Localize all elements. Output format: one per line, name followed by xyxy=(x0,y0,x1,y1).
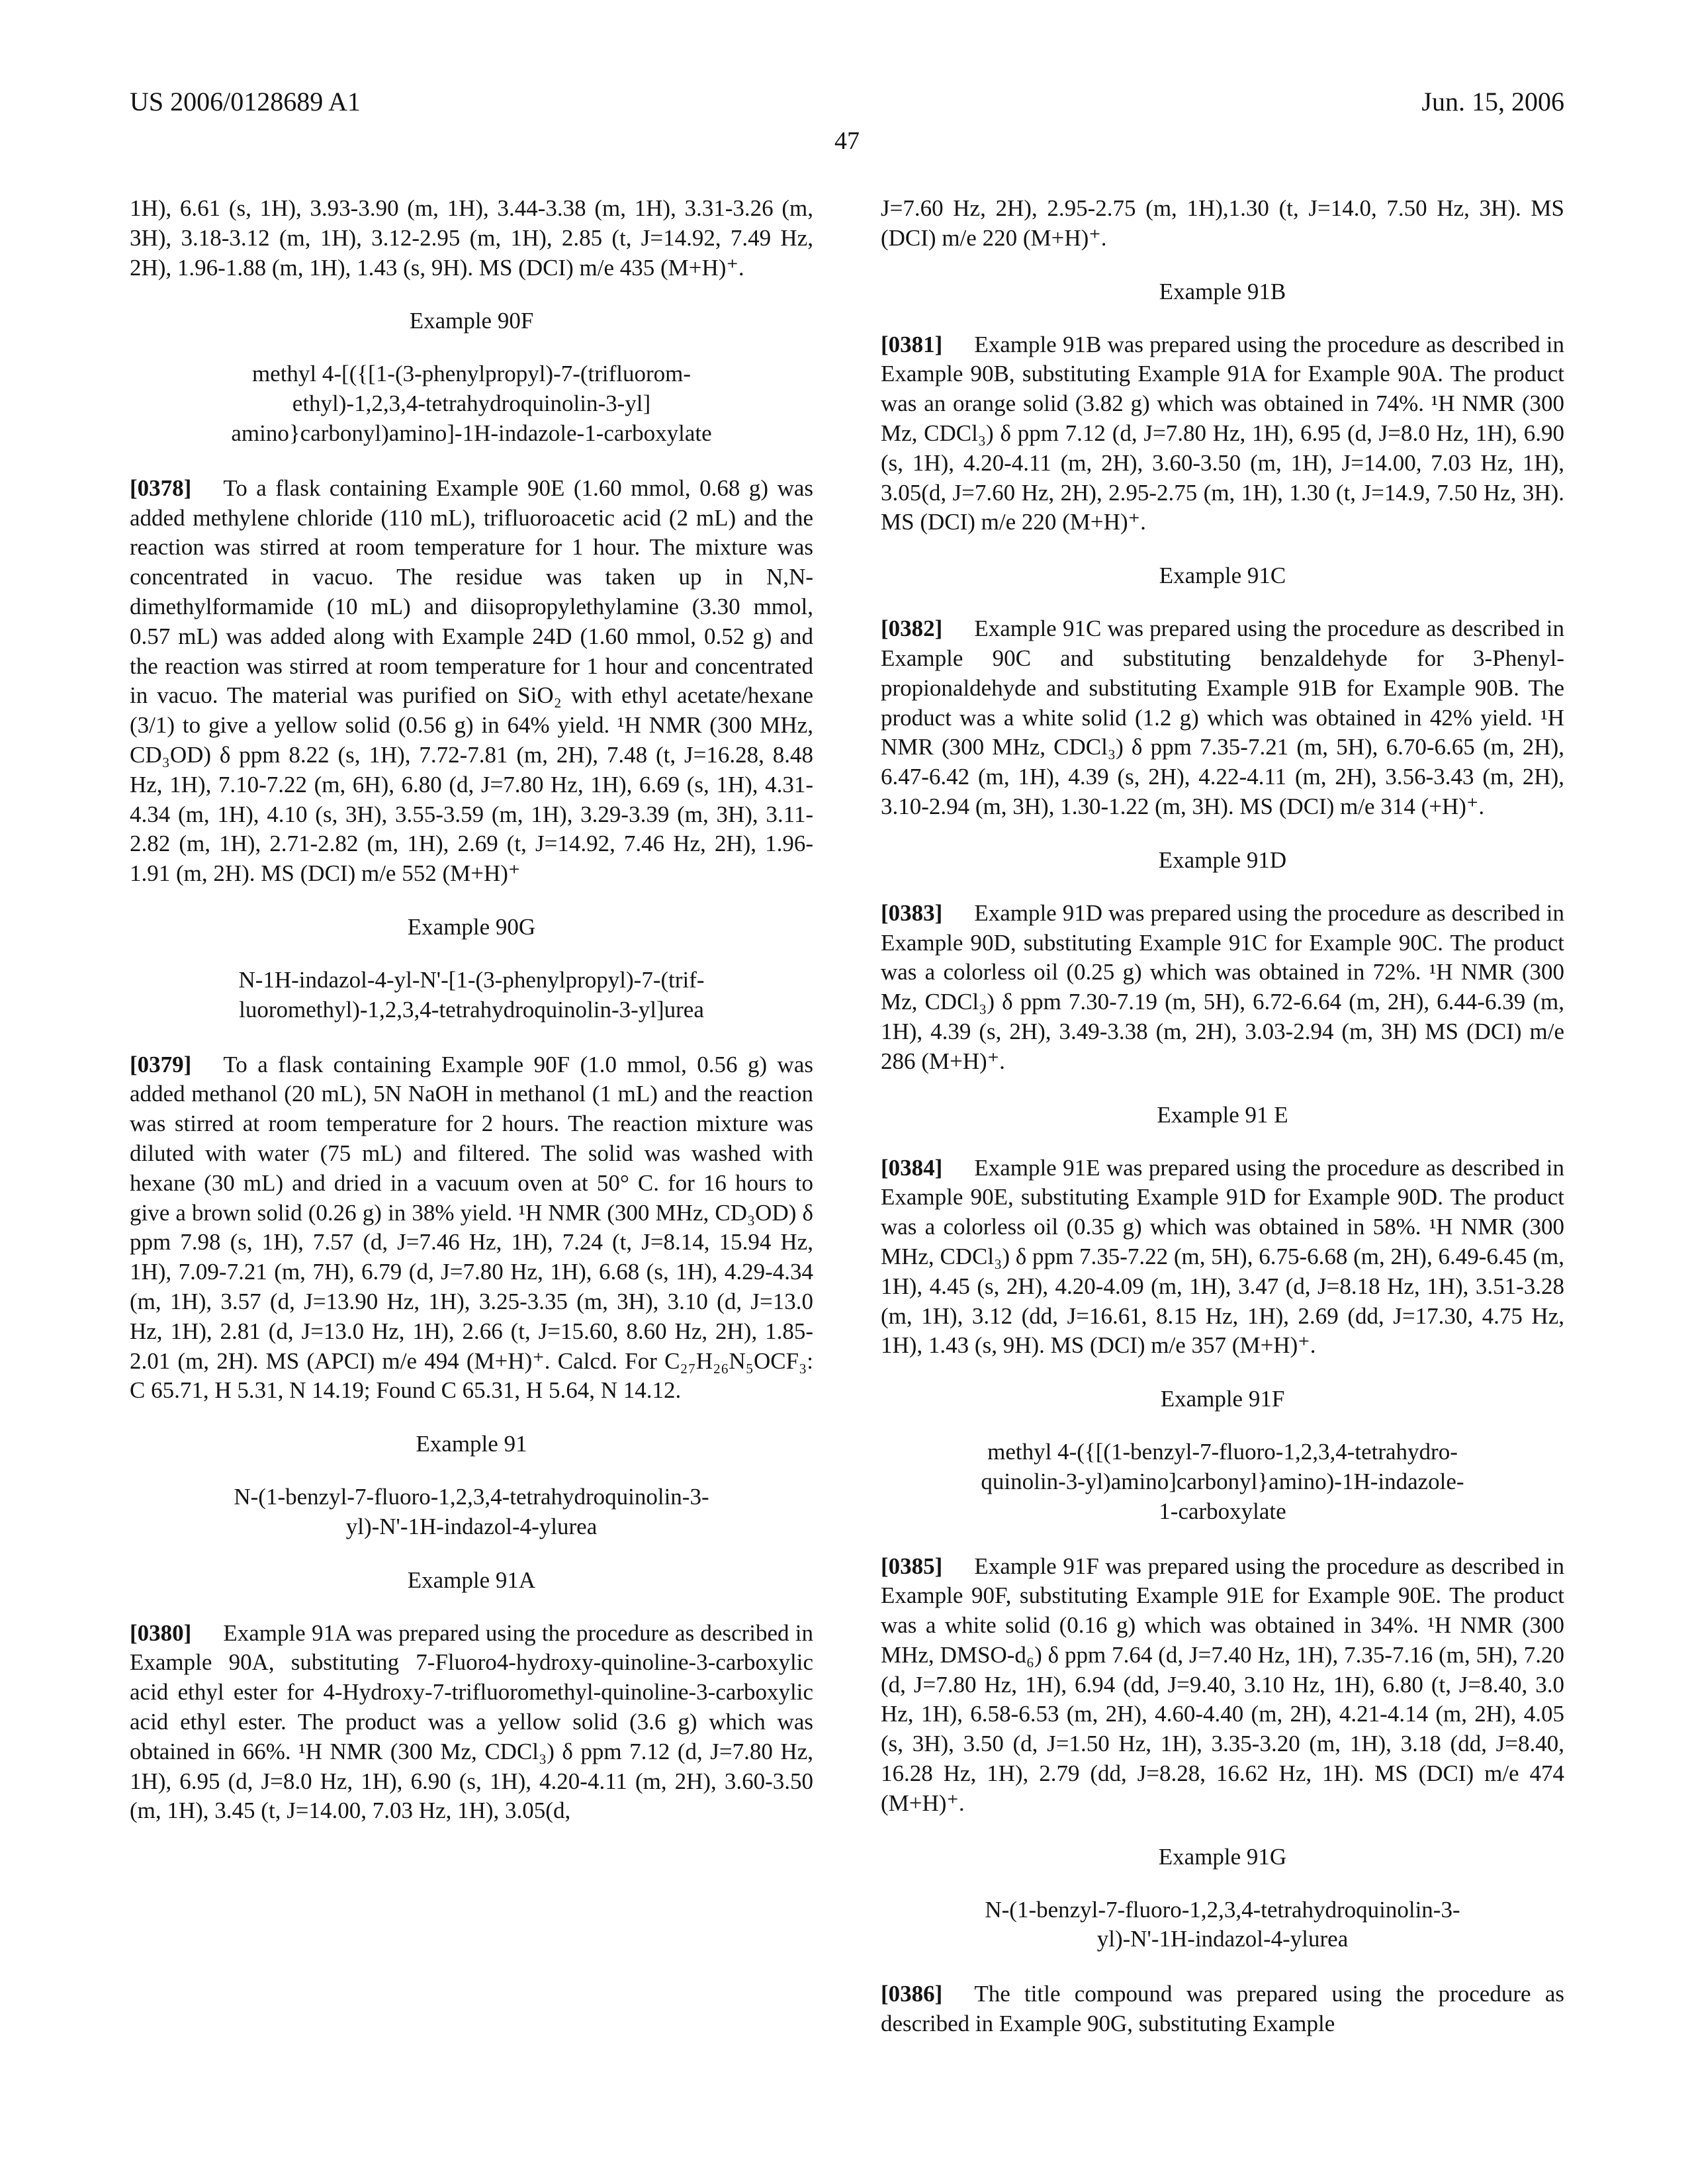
paragraph-text: Example 91A was prepared using the procedure as described in Example 90A, substituting 7-Fluoro4-hydroxy-quinoline-3-carboxylic acid ethyl ester for 4-Hydroxy-7-trifluoromethyl-quinoline-3-carboxylic acid ethyl ester. The product was a yellow solid (3.6 g) which was obtained in 66%. ¹H NMR (300 Mz, CDCl₃) δ ppm 7.12 (d, J=7.80 Hz, 1H), 6.95 (d, J=8.0 Hz, 1H), 6.90 (s, 1H), 4.20-4.11 (m, 2H), 3.60-3.50 (m, 1H), 3.45 (t, J=14.00, 7.03 Hz, 1H), 3.05(d, xyxy=(130,1619,813,1824)
paragraph-text: Example 91F was prepared using the procedure as described in Example 90F, substituting Example 91E for Example 90E. The product was a white solid (0.16 g) which was obtained in 34%. ¹H NMR (300 MHz, DMSO-d₆) δ ppm 7.64 (d, J=7.40 Hz, 1H), 7.35-7.16 (m, 5H), 7.20 (d, J=7.80 Hz, 1H), 6.94 (dd, J=9.40, 3.10 Hz, 1H), 6.80 (t, J=8.40, 3.0 Hz, 1H), 6.58-6.53 (m, 2H), 4.60-4.40 (m, 2H), 4.21-4.14 (m, 2H), 4.05 (s, 3H), 3.50 (d, J=1.50 Hz, 1H), 3.35-3.20 (m, 1H), 3.18 (dd, J=8.40, 16.28 Hz, 1H), 2.79 (dd, J=8.28, 16.62 Hz, 1H). MS (DCI) m/e 474 (M+H)⁺. xyxy=(881,1553,1564,1816)
paragraph-0381 xyxy=(881,330,1564,538)
paragraph-0384 xyxy=(881,1154,1564,1361)
document-body xyxy=(130,194,1564,2039)
heading-example-91d: Example 91D xyxy=(1158,846,1287,873)
heading-example-91g: Example 91G xyxy=(1158,1843,1287,1870)
patent-number: US 2006/0128689 A1 xyxy=(130,87,361,116)
paragraph-0383 xyxy=(881,899,1564,1077)
paragraph-0380 xyxy=(130,1619,813,1827)
right-column xyxy=(881,194,1564,2039)
compound-name-91: N-(1-benzyl-7-fluoro-1,2,3,4-tetrahydroquinolin-3- yl)-N'-1H-indazol-4-ylurea xyxy=(234,1484,709,1539)
paragraph-tag: [0382] xyxy=(881,615,943,642)
paragraph-tag: [0379] xyxy=(130,1051,192,1077)
page-number: 47 xyxy=(834,127,860,155)
paragraph-text: The title compound was prepared using the procedure as described in Example 90G, substituting Example xyxy=(881,1981,1564,2037)
heading-example-90g: Example 90G xyxy=(407,913,536,940)
compound-name-91f: methyl 4-({[(1-benzyl-7-fluoro-1,2,3,4-tetrahydro- quinolin-3-yl)amino]carbonyl}amino)-1H-indazole- 1-carboxylate xyxy=(981,1439,1464,1524)
heading-example-91f: Example 91F xyxy=(1160,1386,1285,1412)
compound-name-90g: N-1H-indazol-4-yl-N'-[1-(3-phenylpropyl)-7-(trif- luoromethyl)-1,2,3,4-tetrahydroquinolin-3-yl]urea xyxy=(238,966,705,1023)
paragraph-0385 xyxy=(881,1552,1564,1819)
heading-example-91c: Example 91C xyxy=(1159,563,1286,589)
paragraph-0378 xyxy=(130,474,813,889)
paragraph-tag: [0380] xyxy=(130,1619,192,1646)
paragraph-continuation: 1H), 6.61 (s, 1H), 3.93-3.90 (m, 1H), 3.44-3.38 (m, 1H), 3.31-3.26 (m, 3H), 3.18-3.12 (m, 1H), 3.12-2.95 (m, 1H), 2.85 (t, J=14.92, 7.49 Hz, 2H), 1.96-1.88 (m, 1H), 1.43 (s, 9H). MS (DCI) m/e 435 (M+H)⁺. xyxy=(130,195,813,281)
paragraph-text: To a flask containing Example 90E (1.60 mmol, 0.68 g) was added methylene chloride (110 mL), trifluoroacetic acid (2 mL) and the reaction was stirred at room temperature for 1 hour. The mixture was concentrated in vacuo. The residue was taken up in N,N-dimethylformamide (10 mL) and diisopropylethylamine (3.30 mmol, 0.57 mL) was added along with Example 24D (1.60 mmol, 0.52 g) and the reaction was stirred at room temperature for 1 hour and concentrated in vacuo. The material was purified on SiO₂ with ethyl acetate/hexane (3/1) to give a yellow solid (0.56 g) in 64% yield. ¹H NMR (300 MHz, CD₃OD) δ ppm 8.22 (s, 1H), 7.72-7.81 (m, 2H), 7.48 (t, J=16.28, 8.48 Hz, 1H), 7.10-7.22 (m, 6H), 6.80 (d, J=7.80 Hz, 1H), 6.69 (s, 1H), 4.31-4.34 (m, 1H), 4.10 (s, 3H), 3.55-3.59 (m, 1H), 3.29-3.39 (m, 3H), 3.11-2.82 (m, 1H), 2.71-2.82 (m, 1H), 2.69 (t, J=14.92, 7.46 Hz, 2H), 1.96-1.91 (m, 2H). MS (DCI) m/e 552 (M+H)⁺ xyxy=(130,475,813,887)
heading-example-91b: Example 91B xyxy=(1159,278,1286,304)
paragraph-text: Example 91B was prepared using the procedure as described in Example 90B, substituting Example 91A for Example 90A. The product was an orange solid (3.82 g) which was obtained in 74%. ¹H NMR (300 Mz, CDCl₃) δ ppm 7.12 (d, J=7.80 Hz, 1H), 6.95 (d, J=8.0 Hz, 1H), 6.90 (s, 1H), 4.20-4.11 (m, 2H), 3.60-3.50 (m, 1H), J=14.00, 7.03 Hz, 1H), 3.05(d, J=7.60 Hz, 2H), 2.95-2.75 (m, 1H), 1.30 (t, J=14.9, 7.50 Hz, 3H). MS (DCI) m/e 220 (M+H)⁺. xyxy=(881,331,1564,535)
heading-example-91a: Example 91A xyxy=(407,1567,536,1593)
paragraph-text: Example 91C was prepared using the procedure as described in Example 90C and substituting benzaldehyde for 3-Phenyl-propionaldehyde and substituting Example 91B for Example 90B. The product was a white solid (1.2 g) which was obtained in 42% yield. ¹H NMR (300 MHz, CDCl₃) δ ppm 7.35-7.21 (m, 5H), 6.70-6.65 (m, 2H), 6.47-6.42 (m, 1H), 4.39 (s, 2H), 4.22-4.11 (m, 2H), 3.56-3.43 (m, 2H), 3.10-2.94 (m, 3H), 1.30-1.22 (m, 3H). MS (DCI) m/e 314 (+H)⁺. xyxy=(881,615,1564,819)
compound-name-90f: methyl 4-[({[1-(3-phenylpropyl)-7-(trifluorom- ethyl)-1,2,3,4-tetrahydroquinolin-3-yl] amino}carbonyl)amino]-1H-indazole-1-carboxylate xyxy=(231,361,712,446)
paragraph-tag: [0381] xyxy=(881,331,943,357)
paragraph-tag: [0378] xyxy=(130,475,192,501)
paragraph-tag: [0383] xyxy=(881,899,943,926)
paragraph-0379 xyxy=(130,1050,813,1406)
publication-date: Jun. 15, 2006 xyxy=(1421,87,1564,116)
paragraph-tag: [0385] xyxy=(881,1553,943,1579)
paragraph-text: Example 91D was prepared using the procedure as described in Example 90D, substituting Example 91C for Example 90C. The product was a colorless oil (0.25 g) which was obtained in 72%. ¹H NMR (300 Mz, CDCl₃) δ ppm 7.30-7.19 (m, 5H), 6.72-6.64 (m, 2H), 6.44-6.39 (m, 1H), 4.39 (s, 2H), 3.49-3.38 (m, 2H), 3.03-2.94 (m, 3H) MS (DCI) m/e 286 (M+H)⁺. xyxy=(881,899,1564,1074)
paragraph-tag: [0386] xyxy=(881,1981,943,2007)
paragraph-0382 xyxy=(881,614,1564,822)
paragraph-0386 xyxy=(881,1979,1564,2039)
paragraph-tag: [0384] xyxy=(881,1154,943,1181)
heading-example-91e: Example 91 E xyxy=(1157,1101,1288,1128)
compound-name-91g: N-(1-benzyl-7-fluoro-1,2,3,4-tetrahydroquinolin-3- yl)-N'-1H-indazol-4-ylurea xyxy=(985,1896,1460,1952)
paragraph-continuation: J=7.60 Hz, 2H), 2.95-2.75 (m, 1H),1.30 (t, J=14.0, 7.50 Hz, 3H). MS (DCI) m/e 220 (M+H)⁺. xyxy=(881,195,1564,251)
heading-example-91: Example 91 xyxy=(416,1431,527,1457)
heading-example-90f: Example 90F xyxy=(409,308,534,334)
page-header xyxy=(130,86,1564,117)
paragraph-text: Example 91E was prepared using the procedure as described in Example 90E, substituting Example 91D for Example 90D. The product was a colorless oil (0.35 g) which was obtained in 58%. ¹H NMR (300 MHz, CDCl₃) δ ppm 7.35-7.22 (m, 5H), 6.75-6.68 (m, 2H), 6.49-6.45 (m, 1H), 4.45 (s, 2H), 4.20-4.09 (m, 1H), 3.47 (d, J=8.18 Hz, 1H), 3.51-3.28 (m, 1H), 3.12 (dd, J=16.61, 8.15 Hz, 1H), 2.69 (dd, J=17.30, 4.75 Hz, 1H), 1.43 (s, 9H). MS (DCI) m/e 357 (M+H)⁺. xyxy=(881,1154,1564,1359)
left-column xyxy=(130,194,813,2039)
paragraph-text: To a flask containing Example 90F (1.0 mmol, 0.56 g) was added methanol (20 mL), 5N NaOH in methanol (1 mL) and the reaction was stirred at room temperature for 2 hours. The reaction mixture was diluted with water (75 mL) and filtered. The solid was washed with hexane (30 mL) and dried in a vacuum oven at 50° C. for 16 hours to give a brown solid (0.26 g) in 38% yield. ¹H NMR (300 MHz, CD₃OD) δ ppm 7.98 (s, 1H), 7.57 (d, J=7.46 Hz, 1H), 7.24 (t, J=8.14, 15.94 Hz, 1H), 7.09-7.21 (m, 7H), 6.79 (d, J=7.80 Hz, 1H), 6.68 (s, 1H), 4.29-4.34 (m, 1H), 3.57 (d, J=13.90 Hz, 1H), 3.25-3.35 (m, 3H), 3.10 (d, J=13.0 Hz, 1H), 2.81 (d, J=13.0 Hz, 1H), 2.66 (t, J=15.60, 8.60 Hz, 2H), 1.85-2.01 (m, 2H). MS (APCI) m/e 494 (M+H)⁺. Calcd. For C₂₇H₂₆N₅OCF₃: C 65.71, H 5.31, N 14.19; Found C 65.31, H 5.64, N 14.12. xyxy=(130,1051,813,1404)
